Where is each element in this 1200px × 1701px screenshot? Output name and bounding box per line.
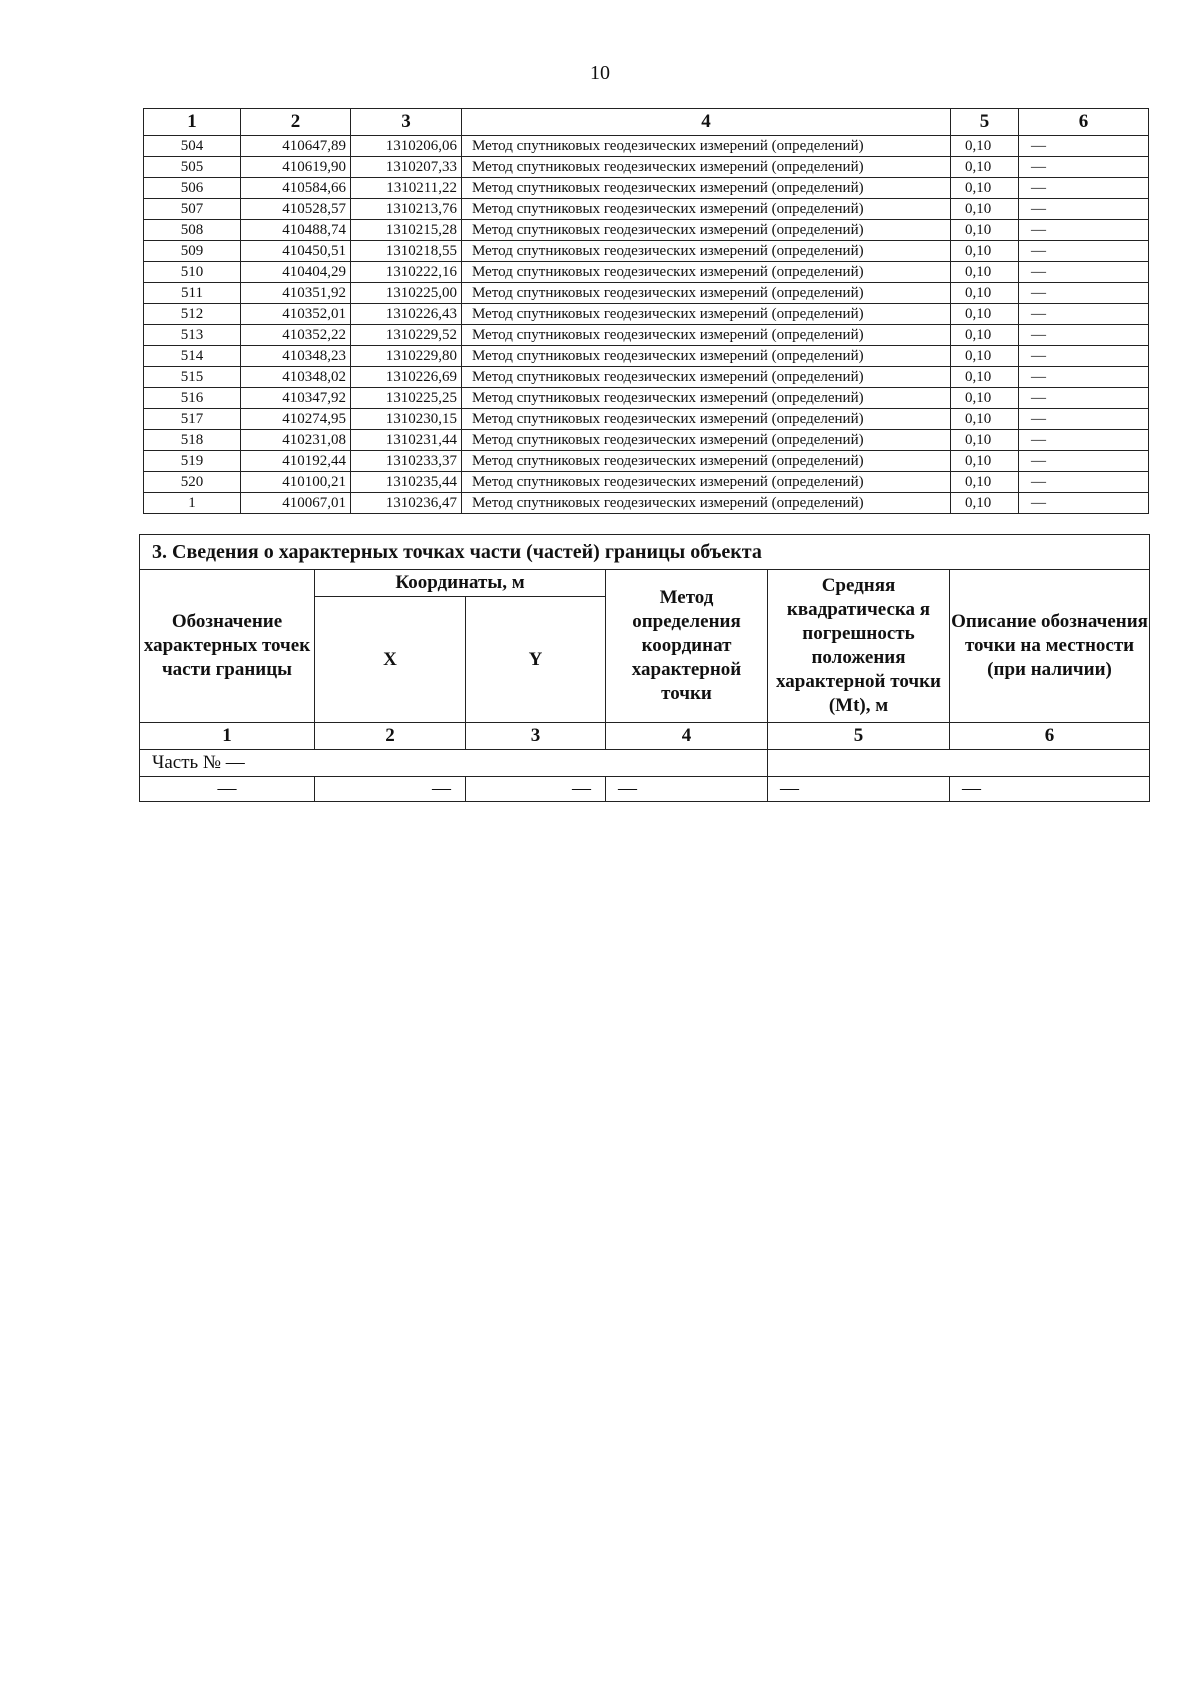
x-coordinate-cell: 410450,51 bbox=[241, 241, 351, 262]
col-method-header: Метод определения координат характерной точки bbox=[606, 570, 768, 723]
error-cell: 0,10 bbox=[951, 346, 1019, 367]
y-coordinate-cell: 1310226,43 bbox=[351, 304, 462, 325]
x-coordinate-cell: 410528,57 bbox=[241, 199, 351, 220]
col-x-header: X bbox=[315, 597, 466, 723]
col-coords-header: Координаты, м bbox=[315, 570, 606, 597]
error-cell: 0,10 bbox=[951, 388, 1019, 409]
x-coordinate-cell: 410067,01 bbox=[241, 493, 351, 514]
x-coordinate-cell: 410584,66 bbox=[241, 178, 351, 199]
method-cell: Метод спутниковых геодезических измерений (определений) bbox=[462, 409, 951, 430]
table-row bbox=[144, 136, 1149, 157]
y-coordinate-cell: 1310236,47 bbox=[351, 493, 462, 514]
point-number-cell: 514 bbox=[144, 346, 241, 367]
table-row bbox=[144, 430, 1149, 451]
error-cell: 0,10 bbox=[951, 283, 1019, 304]
table-row bbox=[144, 325, 1149, 346]
col-header-6: 6 bbox=[1019, 109, 1149, 136]
empty-cell-1: — bbox=[140, 777, 315, 802]
point-number-cell: 516 bbox=[144, 388, 241, 409]
col-desc-header: Описание обозначения точки на местности (при наличии) bbox=[950, 570, 1150, 723]
method-cell: Метод спутниковых геодезических измерений (определений) bbox=[462, 178, 951, 199]
method-cell: Метод спутниковых геодезических измерений (определений) bbox=[462, 304, 951, 325]
y-coordinate-cell: 1310225,25 bbox=[351, 388, 462, 409]
y-coordinate-cell: 1310207,33 bbox=[351, 157, 462, 178]
empty-cell-5: — bbox=[768, 777, 950, 802]
part-empty-cell bbox=[768, 750, 1150, 777]
col-error-header: Средняя квадратическа я погрешность положения характерной точки (Mt), м bbox=[768, 570, 950, 723]
table-row bbox=[144, 367, 1149, 388]
method-cell: Метод спутниковых геодезических измерений (определений) bbox=[462, 157, 951, 178]
table-row bbox=[144, 178, 1149, 199]
point-number-cell: 508 bbox=[144, 220, 241, 241]
method-cell: Метод спутниковых геодезических измерений (определений) bbox=[462, 136, 951, 157]
method-cell: Метод спутниковых геодезических измерений (определений) bbox=[462, 430, 951, 451]
table-row bbox=[144, 346, 1149, 367]
coordinates-table bbox=[143, 108, 1149, 514]
y-coordinate-cell: 1310229,80 bbox=[351, 346, 462, 367]
point-number-cell: 1 bbox=[144, 493, 241, 514]
x-coordinate-cell: 410192,44 bbox=[241, 451, 351, 472]
part-row bbox=[140, 750, 1150, 777]
index-cell-4: 4 bbox=[606, 723, 768, 750]
y-coordinate-cell: 1310235,44 bbox=[351, 472, 462, 493]
table-row bbox=[144, 409, 1149, 430]
description-cell: — bbox=[1019, 367, 1149, 388]
col-header-4: 4 bbox=[462, 109, 951, 136]
y-coordinate-cell: 1310213,76 bbox=[351, 199, 462, 220]
x-coordinate-cell: 410404,29 bbox=[241, 262, 351, 283]
description-cell: — bbox=[1019, 388, 1149, 409]
error-cell: 0,10 bbox=[951, 409, 1019, 430]
point-number-cell: 518 bbox=[144, 430, 241, 451]
index-cell-1: 1 bbox=[140, 723, 315, 750]
description-cell: — bbox=[1019, 220, 1149, 241]
col-header-2: 2 bbox=[241, 109, 351, 136]
col-y-header: Y bbox=[466, 597, 606, 723]
error-cell: 0,10 bbox=[951, 304, 1019, 325]
point-number-cell: 519 bbox=[144, 451, 241, 472]
error-cell: 0,10 bbox=[951, 199, 1019, 220]
description-cell: — bbox=[1019, 199, 1149, 220]
empty-cell-6: — bbox=[950, 777, 1150, 802]
col-header-3: 3 bbox=[351, 109, 462, 136]
x-coordinate-cell: 410352,22 bbox=[241, 325, 351, 346]
error-cell: 0,10 bbox=[951, 157, 1019, 178]
part-label: Часть № — bbox=[140, 750, 768, 777]
y-coordinate-cell: 1310225,00 bbox=[351, 283, 462, 304]
x-coordinate-cell: 410352,01 bbox=[241, 304, 351, 325]
table-row bbox=[144, 283, 1149, 304]
description-cell: — bbox=[1019, 283, 1149, 304]
x-coordinate-cell: 410619,90 bbox=[241, 157, 351, 178]
method-cell: Метод спутниковых геодезических измерений (определений) bbox=[462, 325, 951, 346]
y-coordinate-cell: 1310218,55 bbox=[351, 241, 462, 262]
table-row bbox=[144, 220, 1149, 241]
method-cell: Метод спутниковых геодезических измерений (определений) bbox=[462, 493, 951, 514]
description-cell: — bbox=[1019, 262, 1149, 283]
y-coordinate-cell: 1310233,37 bbox=[351, 451, 462, 472]
point-number-cell: 507 bbox=[144, 199, 241, 220]
x-coordinate-cell: 410348,02 bbox=[241, 367, 351, 388]
section3-empty-row bbox=[140, 777, 1150, 802]
error-cell: 0,10 bbox=[951, 136, 1019, 157]
x-coordinate-cell: 410231,08 bbox=[241, 430, 351, 451]
table-row bbox=[144, 493, 1149, 514]
error-cell: 0,10 bbox=[951, 451, 1019, 472]
table-row bbox=[144, 199, 1149, 220]
index-cell-2: 2 bbox=[315, 723, 466, 750]
index-cell-6: 6 bbox=[950, 723, 1150, 750]
description-cell: — bbox=[1019, 325, 1149, 346]
section3-index-row bbox=[140, 723, 1150, 750]
description-cell: — bbox=[1019, 493, 1149, 514]
table-row bbox=[144, 157, 1149, 178]
x-coordinate-cell: 410274,95 bbox=[241, 409, 351, 430]
description-cell: — bbox=[1019, 472, 1149, 493]
x-coordinate-cell: 410351,92 bbox=[241, 283, 351, 304]
point-number-cell: 504 bbox=[144, 136, 241, 157]
method-cell: Метод спутниковых геодезических измерений (определений) bbox=[462, 346, 951, 367]
description-cell: — bbox=[1019, 304, 1149, 325]
description-cell: — bbox=[1019, 346, 1149, 367]
y-coordinate-cell: 1310226,69 bbox=[351, 367, 462, 388]
error-cell: 0,10 bbox=[951, 367, 1019, 388]
error-cell: 0,10 bbox=[951, 493, 1019, 514]
method-cell: Метод спутниковых геодезических измерений (определений) bbox=[462, 241, 951, 262]
point-number-cell: 520 bbox=[144, 472, 241, 493]
description-cell: — bbox=[1019, 178, 1149, 199]
description-cell: — bbox=[1019, 157, 1149, 178]
empty-cell-3: — bbox=[466, 777, 606, 802]
method-cell: Метод спутниковых геодезических измерений (определений) bbox=[462, 283, 951, 304]
col-header-5: 5 bbox=[951, 109, 1019, 136]
description-cell: — bbox=[1019, 136, 1149, 157]
error-cell: 0,10 bbox=[951, 430, 1019, 451]
method-cell: Метод спутниковых геодезических измерений (определений) bbox=[462, 472, 951, 493]
y-coordinate-cell: 1310211,22 bbox=[351, 178, 462, 199]
error-cell: 0,10 bbox=[951, 262, 1019, 283]
y-coordinate-cell: 1310206,06 bbox=[351, 136, 462, 157]
point-number-cell: 505 bbox=[144, 157, 241, 178]
method-cell: Метод спутниковых геодезических измерений (определений) bbox=[462, 388, 951, 409]
point-number-cell: 506 bbox=[144, 178, 241, 199]
point-number-cell: 513 bbox=[144, 325, 241, 346]
x-coordinate-cell: 410347,92 bbox=[241, 388, 351, 409]
y-coordinate-cell: 1310215,28 bbox=[351, 220, 462, 241]
section3-title: 3. Сведения о характерных точках части (частей) границы объекта bbox=[140, 535, 1150, 570]
method-cell: Метод спутниковых геодезических измерений (определений) bbox=[462, 262, 951, 283]
index-cell-5: 5 bbox=[768, 723, 950, 750]
point-number-cell: 515 bbox=[144, 367, 241, 388]
description-cell: — bbox=[1019, 430, 1149, 451]
table-row bbox=[144, 451, 1149, 472]
method-cell: Метод спутниковых геодезических измерений (определений) bbox=[462, 451, 951, 472]
section3-table bbox=[139, 534, 1150, 802]
col-designation-header: Обозначение характерных точек части границы bbox=[140, 570, 315, 723]
error-cell: 0,10 bbox=[951, 472, 1019, 493]
description-cell: — bbox=[1019, 451, 1149, 472]
empty-cell-2: — bbox=[315, 777, 466, 802]
table-row bbox=[144, 304, 1149, 325]
table-row bbox=[144, 262, 1149, 283]
x-coordinate-cell: 410100,21 bbox=[241, 472, 351, 493]
method-cell: Метод спутниковых геодезических измерений (определений) bbox=[462, 220, 951, 241]
error-cell: 0,10 bbox=[951, 325, 1019, 346]
point-number-cell: 511 bbox=[144, 283, 241, 304]
y-coordinate-cell: 1310222,16 bbox=[351, 262, 462, 283]
error-cell: 0,10 bbox=[951, 241, 1019, 262]
empty-cell-4: — bbox=[606, 777, 768, 802]
x-coordinate-cell: 410647,89 bbox=[241, 136, 351, 157]
point-number-cell: 517 bbox=[144, 409, 241, 430]
point-number-cell: 509 bbox=[144, 241, 241, 262]
coordinates-table-header bbox=[144, 109, 1149, 136]
error-cell: 0,10 bbox=[951, 220, 1019, 241]
x-coordinate-cell: 410348,23 bbox=[241, 346, 351, 367]
table-row bbox=[144, 241, 1149, 262]
table-row bbox=[144, 472, 1149, 493]
description-cell: — bbox=[1019, 409, 1149, 430]
y-coordinate-cell: 1310229,52 bbox=[351, 325, 462, 346]
y-coordinate-cell: 1310230,15 bbox=[351, 409, 462, 430]
page-number: 10 bbox=[590, 62, 610, 84]
description-cell: — bbox=[1019, 241, 1149, 262]
point-number-cell: 510 bbox=[144, 262, 241, 283]
table-row bbox=[144, 388, 1149, 409]
point-number-cell: 512 bbox=[144, 304, 241, 325]
method-cell: Метод спутниковых геодезических измерений (определений) bbox=[462, 199, 951, 220]
index-cell-3: 3 bbox=[466, 723, 606, 750]
y-coordinate-cell: 1310231,44 bbox=[351, 430, 462, 451]
col-header-1: 1 bbox=[144, 109, 241, 136]
error-cell: 0,10 bbox=[951, 178, 1019, 199]
x-coordinate-cell: 410488,74 bbox=[241, 220, 351, 241]
method-cell: Метод спутниковых геодезических измерений (определений) bbox=[462, 367, 951, 388]
